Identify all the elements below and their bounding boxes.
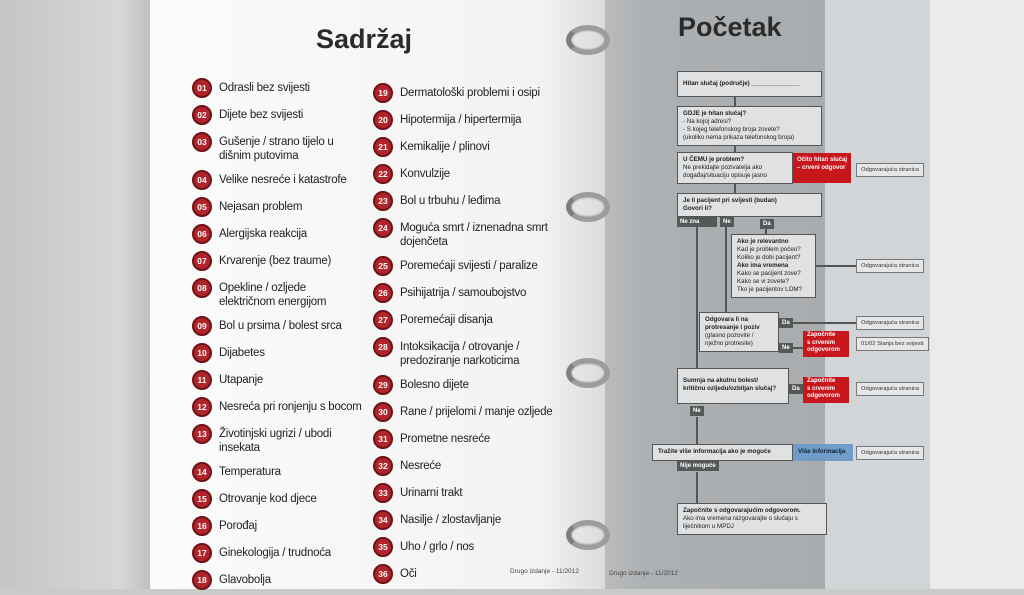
- red-start-box: Započnite s crvenim odgovorom: [803, 377, 849, 403]
- chapter-number-badge: 13: [192, 424, 212, 444]
- chapter-number-badge: 07: [192, 251, 212, 271]
- chapter-title: Životinjski ugrizi / ubodi insekata: [219, 428, 332, 454]
- contents-item[interactable]: [373, 135, 552, 162]
- chapter-title: Nesreće: [400, 460, 442, 472]
- chapter-number-badge: 09: [192, 316, 212, 336]
- flow-box-emergency-area: Hitan slučaj (područje) ______________: [677, 71, 822, 97]
- binder-ring: [566, 520, 610, 550]
- chapter-title: Nejasan problem: [219, 201, 303, 213]
- ref-unconscious-box: 01/02 Stanja bez svijesti: [856, 337, 929, 351]
- connector: [696, 472, 698, 503]
- chapter-number-badge: 20: [373, 110, 393, 130]
- chapter-title: Konvulzije: [400, 168, 450, 180]
- chapter-number-badge: 11: [192, 370, 212, 390]
- page-margin: [930, 0, 1024, 589]
- chapter-title: Odrasli bez svijesti: [219, 82, 310, 94]
- tag-yes: Da: [760, 219, 774, 229]
- ref-page-box: Odgovarajuća stranica: [856, 316, 924, 330]
- contents-item[interactable]: [192, 195, 362, 222]
- chapter-number-badge: 32: [373, 456, 393, 476]
- flow-box-acute: Sumnja na akutnu bolest/ kritičnu ozljedu/ozbiljan slučaj?: [677, 368, 789, 404]
- start-title: Početak: [678, 12, 782, 42]
- chapter-number-badge: 03: [192, 132, 212, 152]
- contents-item[interactable]: [192, 422, 362, 460]
- flow-box-conscious: Je li pacijent pri svijesti (budan) Govori li?: [677, 193, 822, 217]
- flow-box-where: GDJE je hitan slučaj? - Na kojoj adresi? - S kojeg telefonskog broja zovete? (ukoliko nema prikaza telefonskog broja): [677, 106, 822, 146]
- chapter-number-badge: 22: [373, 164, 393, 184]
- chapter-title: Krvarenje (bez traume): [219, 255, 332, 267]
- contents-item[interactable]: [373, 308, 552, 335]
- chapter-title: Nasilje / zlostavljanje: [400, 514, 501, 526]
- contents-item[interactable]: [192, 460, 362, 487]
- chapter-title: Glavobolja: [219, 574, 271, 586]
- chapter-number-badge: 14: [192, 462, 212, 482]
- flow-box-responds: Odgovara li na protresanje i poziv (glasno pozovite / nježno protresite): [699, 312, 779, 352]
- tag-no: Ne: [690, 406, 704, 416]
- contents-item[interactable]: [192, 249, 362, 276]
- chapter-number-badge: 34: [373, 510, 393, 530]
- contents-item[interactable]: [373, 81, 552, 108]
- red-start-box: Započnite s crvenim odgovorom: [803, 331, 849, 357]
- ref-page-box: Odgovarajuća stranica: [856, 163, 924, 177]
- contents-item[interactable]: [192, 514, 362, 541]
- chapter-title: Moguća smrt / iznenadna smrt dojenčeta: [400, 222, 548, 248]
- contents-item[interactable]: [373, 508, 552, 535]
- chapter-number-badge: 08: [192, 278, 212, 298]
- binder-ring: [566, 192, 610, 222]
- chapter-title: Poremećaji disanja: [400, 314, 493, 326]
- contents-item[interactable]: [373, 254, 552, 281]
- right-footer: Drugo izdanje - 11/2012: [609, 570, 678, 577]
- chapter-number-badge: 33: [373, 483, 393, 503]
- chapter-title: Gušenje / strano tijelo u dišnim putovima: [219, 136, 334, 162]
- contents-item[interactable]: [373, 400, 552, 427]
- contents-item[interactable]: [192, 103, 362, 130]
- connector: [790, 322, 856, 324]
- chapter-title: Opekline / ozljede električnom energijom: [219, 282, 327, 308]
- tag-yes: Da: [789, 384, 803, 394]
- chapter-title: Bol u prsima / bolest srca: [219, 320, 342, 332]
- chapter-number-badge: 36: [373, 564, 393, 584]
- chapter-title: Nesreća pri ronjenju s bocom: [219, 401, 362, 413]
- chapter-title: Hipotermija / hipertermija: [400, 114, 522, 126]
- binder-ring: [566, 25, 610, 55]
- connector: [725, 226, 727, 313]
- contents-item[interactable]: [373, 189, 552, 216]
- chapter-title: Dermatološki problemi i osipi: [400, 87, 540, 99]
- chapter-number-badge: 16: [192, 516, 212, 536]
- contents-item[interactable]: [192, 130, 362, 168]
- chapter-number-badge: 05: [192, 197, 212, 217]
- chapter-number-badge: 19: [373, 83, 393, 103]
- chapter-title: Bolesno dijete: [400, 379, 469, 391]
- chapter-title: Urinarni trakt: [400, 487, 463, 499]
- connector: [696, 417, 698, 444]
- contents-item[interactable]: [192, 341, 362, 368]
- chapter-number-badge: 31: [373, 429, 393, 449]
- contents-item[interactable]: [373, 335, 552, 373]
- chapter-number-badge: 27: [373, 310, 393, 330]
- chapter-number-badge: 01: [192, 78, 212, 98]
- chapter-title: Poremećaji svijesti / paralize: [400, 260, 538, 272]
- tag-yes: Da: [779, 318, 793, 328]
- chapter-title: Porođaj: [219, 520, 257, 532]
- chapter-title: Uho / grlo / nos: [400, 541, 474, 553]
- ref-page-box: Odgovarajuća stranica: [856, 446, 924, 460]
- chapter-title: Oči: [400, 568, 417, 580]
- chapter-number-badge: 17: [192, 543, 212, 563]
- left-footer: Drugo izdanje - 11/2012: [510, 568, 579, 575]
- contents-item[interactable]: [192, 314, 362, 341]
- contents-item[interactable]: [373, 562, 552, 589]
- connector: [816, 265, 856, 267]
- chapter-number-badge: 30: [373, 402, 393, 422]
- chapter-title: Utapanje: [219, 374, 264, 386]
- contents-item[interactable]: [373, 427, 552, 454]
- chapter-number-badge: 24: [373, 218, 393, 238]
- contents-column-1: [192, 76, 362, 595]
- chapter-number-badge: 28: [373, 337, 393, 357]
- more-info-box: Više informacija: [793, 444, 853, 461]
- tag-no: Ne: [779, 343, 793, 353]
- chapter-number-badge: 04: [192, 170, 212, 190]
- contents-item[interactable]: [192, 222, 362, 249]
- chapter-number-badge: 25: [373, 256, 393, 276]
- flow-box-relevant: Ako je relevantno Kad je problem počeo? Koliko je dobi pacijent? Ako ima vremena Kako se pacijent zove? Kako se vi zovete? Tko je pacijentov LOM?: [731, 234, 816, 298]
- contents-item[interactable]: [192, 368, 362, 395]
- contents-item[interactable]: [192, 168, 362, 195]
- chapter-title: Rane / prijelomi / manje ozljede: [400, 406, 553, 418]
- chapter-title: Ginekologija / trudnoća: [219, 547, 331, 559]
- chapter-number-badge: 18: [192, 570, 212, 590]
- contents-item[interactable]: [373, 373, 552, 400]
- contents-item[interactable]: [373, 535, 552, 562]
- chapter-title: Temperatura: [219, 466, 281, 478]
- chapter-number-badge: 15: [192, 489, 212, 509]
- contents-item[interactable]: [192, 541, 362, 568]
- chapter-number-badge: 26: [373, 283, 393, 303]
- contents-column-2: [373, 81, 552, 589]
- contents-item[interactable]: [192, 487, 362, 514]
- contents-item[interactable]: [192, 76, 362, 103]
- contents-item[interactable]: [373, 481, 552, 508]
- chapter-number-badge: 10: [192, 343, 212, 363]
- chapter-title: Otrovanje kod djece: [219, 493, 317, 505]
- chapter-title: Alergijska reakcija: [219, 228, 307, 240]
- chapter-number-badge: 21: [373, 137, 393, 157]
- contents-item[interactable]: [192, 568, 362, 595]
- chapter-title: Bol u trbuhu / leđima: [400, 195, 501, 207]
- red-response-box: Očito hitan slučaj – crveni odgovor: [793, 153, 851, 183]
- chapter-number-badge: 12: [192, 397, 212, 417]
- contents-item[interactable]: [192, 276, 362, 314]
- tag-no: Ne: [720, 217, 734, 227]
- ref-page-box: Odgovarajuća stranica: [856, 259, 924, 273]
- chapter-number-badge: 23: [373, 191, 393, 211]
- ref-page-box: Odgovarajuća stranica: [856, 382, 924, 396]
- contents-item[interactable]: [373, 162, 552, 189]
- chapter-number-badge: 02: [192, 105, 212, 125]
- connector: [696, 226, 698, 368]
- chapter-title: Intoksikacija / otrovanje / predoziranje narkoticima: [400, 341, 520, 367]
- chapter-title: Dijete bez svijesti: [219, 109, 304, 121]
- chapter-number-badge: 06: [192, 224, 212, 244]
- contents-item[interactable]: [373, 281, 552, 308]
- contents-item[interactable]: [192, 395, 362, 422]
- contents-item[interactable]: [373, 454, 552, 481]
- chapter-number-badge: 35: [373, 537, 393, 557]
- flow-box-start-response: Započnite s odgovarajućim odgovorom. Ako ima vremena razgovarajte o slučaju s liječnikom u MPDJ: [677, 503, 827, 535]
- chapter-number-badge: 29: [373, 375, 393, 395]
- contents-item[interactable]: [373, 216, 552, 254]
- flow-box-more-info: Tražite više informacija ako je moguće: [652, 444, 793, 461]
- chapter-title: Kemikalije / plinovi: [400, 141, 490, 153]
- binder-ring: [566, 358, 610, 388]
- chapter-title: Dijabetes: [219, 347, 265, 359]
- tag-not-possible: Nije moguće: [677, 461, 719, 471]
- flow-box-what: U ČEMU je problem? Ne prekidajte pozivatelja ako događaj/situaciju opisuje jasno: [677, 152, 793, 184]
- desk-background: [0, 0, 150, 589]
- tag-dont-know: Ne zna: [677, 217, 717, 227]
- chapter-title: Prometne nesreće: [400, 433, 490, 445]
- contents-item[interactable]: [373, 108, 552, 135]
- chapter-title: Psihijatrija / samoubojstvo: [400, 287, 527, 299]
- chapter-title: Velike nesreće i katastrofe: [219, 174, 347, 186]
- contents-title: Sadržaj: [316, 24, 413, 54]
